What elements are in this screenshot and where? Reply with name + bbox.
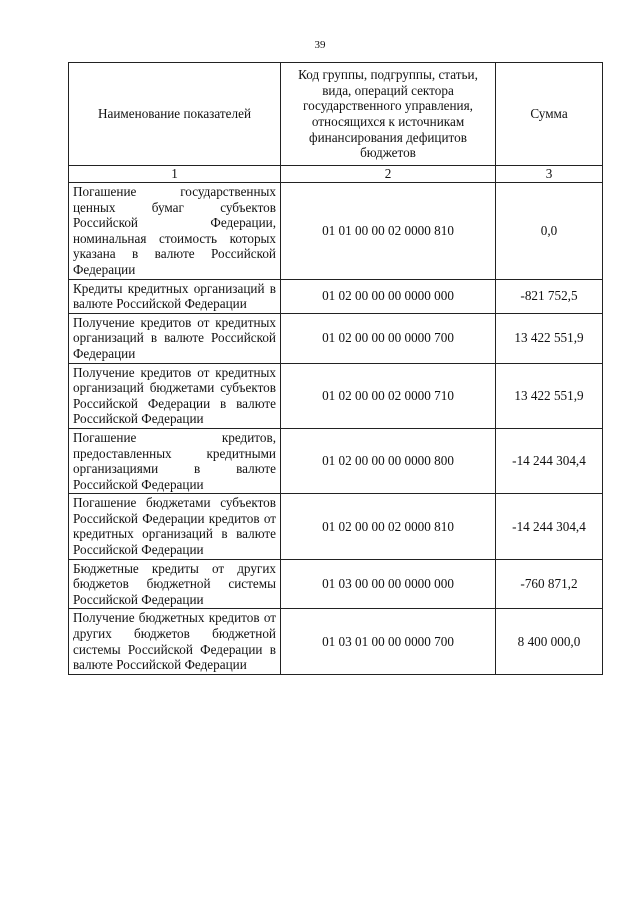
row-name: Получение кредитов от кредитных организаций бюджетами субъектов Российской Федерации в валюте Российской Федерации: [69, 363, 281, 428]
row-sum: 8 400 000,0: [496, 609, 603, 674]
row-code: 01 02 00 00 00 0000 800: [281, 428, 496, 493]
table-row: [69, 559, 603, 609]
row-name: Бюджетные кредиты от других бюджетов бюджетной системы Российской Федерации: [69, 559, 281, 609]
row-code: 01 02 00 00 02 0000 810: [281, 494, 496, 559]
row-sum: -14 244 304,4: [496, 428, 603, 493]
page-number: 39: [314, 39, 326, 51]
column-number: 1: [69, 166, 281, 183]
header-sum: Сумма: [496, 63, 603, 166]
table-row: [69, 428, 603, 493]
row-name: Получение бюджетных кредитов от других бюджетов бюджетной системы Российской Федерации в валюте Российской Федерации: [69, 609, 281, 674]
row-code: 01 02 00 00 00 0000 000: [281, 279, 496, 313]
row-sum: -760 871,2: [496, 559, 603, 609]
table-row: [69, 313, 603, 363]
table-row: [69, 609, 603, 674]
financing-sources-table: [68, 62, 603, 675]
table-header-row: [69, 63, 603, 166]
header-code: Код группы, подгруппы, статьи, вида, операций сектора государственного управления, относящихся к источникам финансирования дефицитов бюджетов: [281, 63, 496, 166]
table-row: [69, 494, 603, 559]
row-sum: -821 752,5: [496, 279, 603, 313]
row-code: 01 02 00 00 02 0000 710: [281, 363, 496, 428]
row-sum: 13 422 551,9: [496, 363, 603, 428]
row-name: Кредиты кредитных организаций в валюте Российской Федерации: [69, 279, 281, 313]
table-row: [69, 183, 603, 280]
row-sum: -14 244 304,4: [496, 494, 603, 559]
row-name: Получение кредитов от кредитных организаций в валюте Российской Федерации: [69, 313, 281, 363]
row-code: 01 02 00 00 00 0000 700: [281, 313, 496, 363]
row-name: Погашение бюджетами субъектов Российской Федерации кредитов от кредитных организаций в валюте Российской Федерации: [69, 494, 281, 559]
row-code: 01 03 01 00 00 0000 700: [281, 609, 496, 674]
table-row: [69, 363, 603, 428]
table-row: [69, 279, 603, 313]
row-sum: 13 422 551,9: [496, 313, 603, 363]
column-number-row: [69, 166, 603, 183]
row-code: 01 03 00 00 00 0000 000: [281, 559, 496, 609]
row-name: Погашение государственных ценных бумаг субъектов Российской Федерации, номинальная стоимость которых указана в валюте Российской Федерации: [69, 183, 281, 280]
row-sum: 0,0: [496, 183, 603, 280]
row-name: Погашение кредитов, предоставленных кредитными организациями в валюте Российской Федерации: [69, 428, 281, 493]
column-number: 3: [496, 166, 603, 183]
column-number: 2: [281, 166, 496, 183]
row-code: 01 01 00 00 02 0000 810: [281, 183, 496, 280]
header-name: Наименование показателей: [69, 63, 281, 166]
